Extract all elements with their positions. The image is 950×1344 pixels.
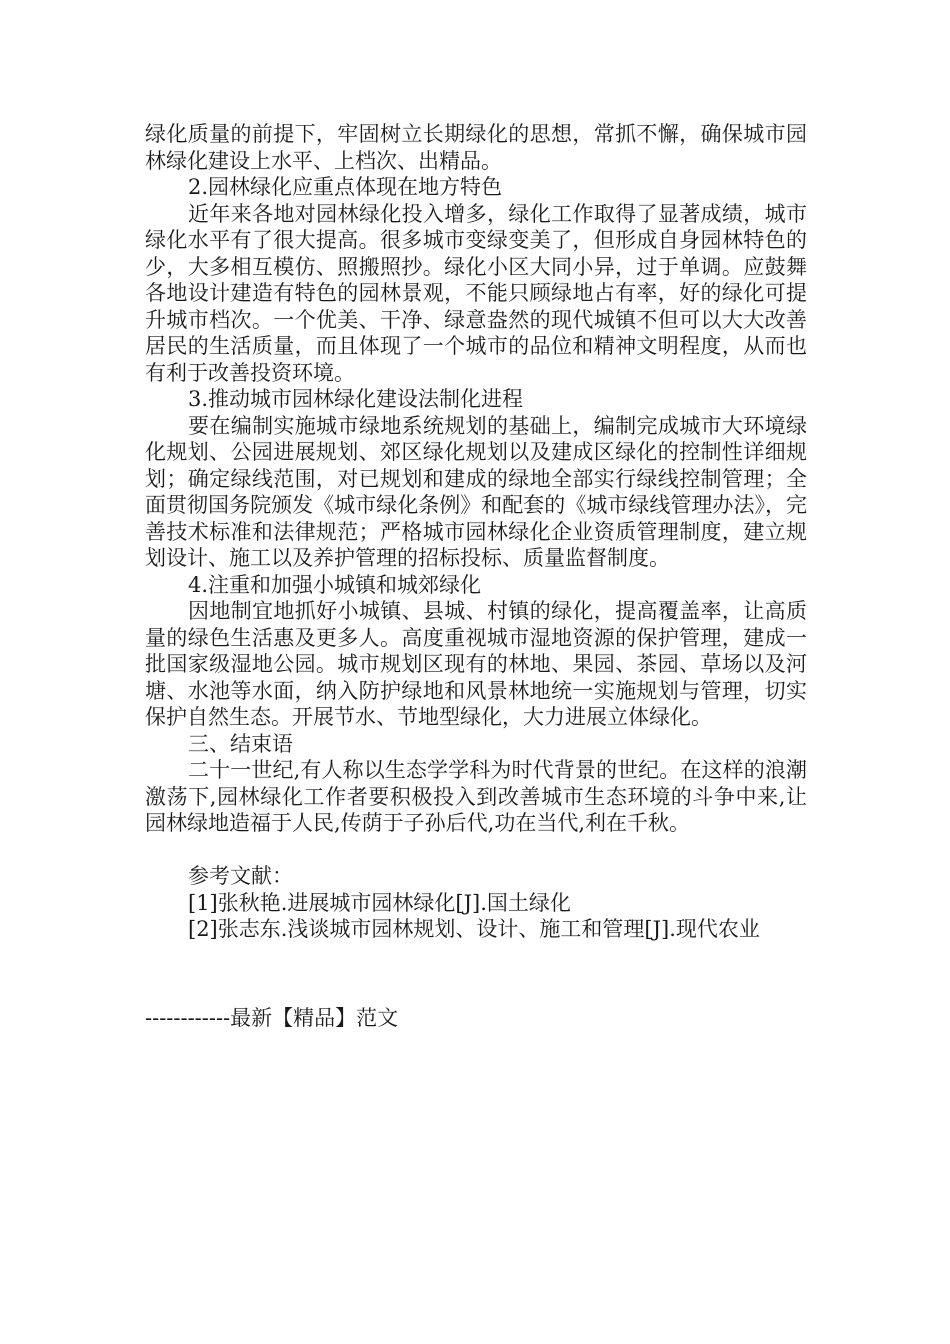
paragraph-conclusion: 二十一世纪,有人称以生态学学科为时代背景的世纪。在这样的浪潮激荡下,园林绿化工作者要积极投入到改善城市生态环境的斗争中来,让园林绿地造福于人民,传荫于子孙后代,功在当代,利在千秋。 xyxy=(145,758,807,835)
paragraph-continuation: 绿化质量的前提下，牢固树立长期绿化的思想，常抓不懈，确保城市园林绿化建设上水平、上档次、出精品。 xyxy=(145,122,807,173)
footer-text: ------------最新【精品】范文 xyxy=(145,1005,399,1030)
section-heading-3: 3.推动城市园林绿化建设法制化进程 xyxy=(188,387,524,411)
section-heading-conclusion: 三、结束语 xyxy=(188,731,293,756)
blank-line xyxy=(145,837,807,864)
document-body xyxy=(145,121,807,1031)
section-heading-4: 4.注重和加强小城镇和城郊绿化 xyxy=(188,572,482,597)
reference-item: [1]张秋艳.进展城市园林绿化[J].国土绿化 xyxy=(188,890,571,915)
references-heading: 参考文献： xyxy=(188,864,293,888)
blank-space xyxy=(145,943,807,1005)
reference-item: [2]张志东.浅谈城市园林规划、设计、施工和管理[J].现代农业 xyxy=(188,917,760,941)
section-heading-2: 2.园林绿化应重点体现在地方特色 xyxy=(188,175,503,199)
paragraph-small-towns: 因地制宜地抓好小城镇、县城、村镇的绿化，提高覆盖率，让高质量的绿色生活惠及更多人。高度重视城市湿地资源的保护管理，建成一批国家级湿地公园。城市规划区现有的林地、果园、茶园、草场以及河塘、水池等水面，纳入防护绿地和风景林地统一实施规划与管理，切实保护自然生态。开展节水、节地型绿化，大力进展立体绿化。 xyxy=(145,599,807,729)
paragraph-local-features: 近年来各地对园林绿化投入增多，绿化工作取得了显著成绩，城市绿化水平有了很大提高。很多城市变绿变美了，但形成自身园林特色的少，大多相互模仿、照搬照抄。绿化小区大同小异，过于单调。应鼓舞各地设计建造有特色的园林景观，不能只顾绿地占有率，好的绿化可提升城市档次。一个优美、干净、绿意盎然的现代城镇不但可以大大改善居民的生活质量，而且体现了一个城市的品位和精神文明程度，从而也有利于改善投资环境。 xyxy=(145,201,807,385)
paragraph-legalization: 要在编制实施城市绿地系统规划的基础上，编制完成城市大环境绿化规划、公园进展规划、郊区绿化规划以及建成区绿化的控制性详细规划；确定绿线范围，对已规划和建成的绿地全部实行绿线控制管理；全面贯彻国务院颁发《城市绿化条例》和配套的《城市绿线管理办法》，完善技术标准和法律规范；严格城市园林绿化企业资质管理制度，建立规划设计、施工以及养护管理的招标投标、质量监督制度。 xyxy=(145,413,807,570)
